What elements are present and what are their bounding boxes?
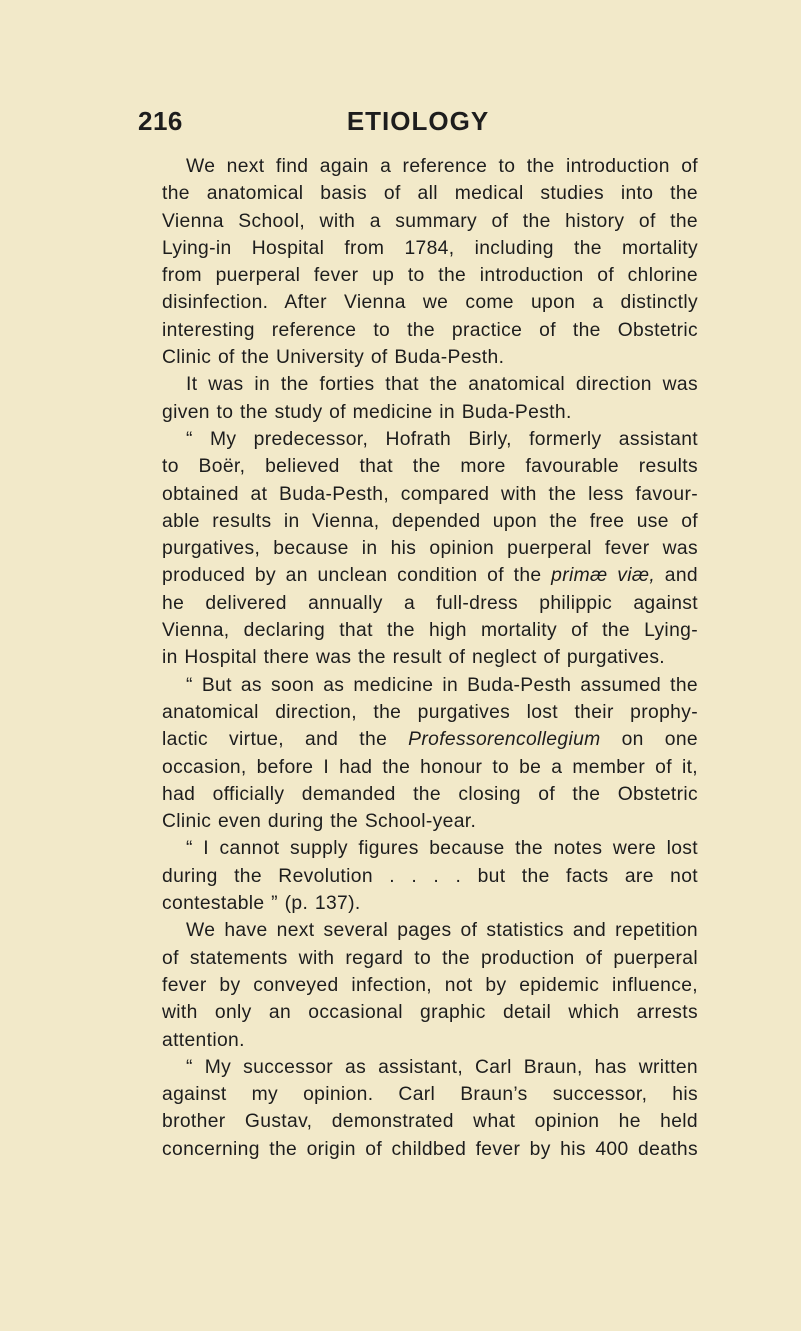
- paragraph: [138, 426, 698, 672]
- text-line: of statements with regard to the production of puerperal: [162, 947, 698, 969]
- text-run: on one: [600, 729, 698, 751]
- text-line: from puerperal fever up to the introduction of chlorine: [162, 265, 698, 287]
- text-line: contestable ” (p. 137).: [162, 893, 361, 915]
- paragraph: [138, 1054, 698, 1163]
- text-line: It was in the forties that the anatomical direction was: [186, 374, 698, 396]
- text-line: attention.: [162, 1029, 245, 1051]
- text-line: interesting reference to the practice of the Obstetric: [162, 319, 698, 341]
- text-line: against my opinion. Carl Braun’s successor, his: [162, 1084, 698, 1106]
- text-line: able results in Vienna, depended upon the free use of: [162, 510, 698, 532]
- text-line: obtained at Buda-Pesth, compared with the less favour-: [162, 483, 698, 505]
- text-line: the anatomical basis of all medical studies into the: [162, 183, 698, 205]
- text-line: during the Revolution . . . . but the facts are not: [162, 865, 698, 887]
- paragraph: [138, 371, 698, 426]
- text-line: had officially demanded the closing of the Obstetric: [162, 783, 698, 805]
- text-line: concerning the origin of childbed fever by his 400 deaths: [162, 1138, 698, 1160]
- text-line: purgatives, because in his opinion puerperal fever was: [162, 538, 698, 560]
- body-text: [138, 153, 698, 1163]
- text-line: anatomical direction, the purgatives lost their prophy-: [162, 701, 698, 723]
- text-run: and: [655, 565, 698, 587]
- text-line: Clinic of the University of Buda-Pesth.: [162, 347, 505, 369]
- text-line: fever by conveyed infection, not by epidemic influence,: [162, 974, 698, 996]
- text-line: “ My predecessor, Hofrath Birly, formerly assistant: [186, 428, 698, 450]
- paragraph: [138, 835, 698, 917]
- text-line: We have next several pages of statistics and repetition: [186, 920, 698, 942]
- text-line: brother Gustav, demonstrated what opinion he held: [162, 1111, 698, 1133]
- text-run: produced by an unclean condition of the: [162, 565, 552, 587]
- text-line: given to the study of medicine in Buda-Pesth.: [162, 401, 572, 423]
- text-line: in Hospital there was the result of neglect of purgatives.: [162, 647, 666, 669]
- paragraph: [138, 917, 698, 1053]
- italic-phrase: Professorencollegium: [408, 729, 601, 751]
- text-line: “ My successor as assistant, Carl Braun, has written: [186, 1056, 698, 1078]
- text-line: to Boër, believed that the more favourable results: [162, 456, 698, 478]
- running-head: ETIOLOGY: [346, 106, 490, 136]
- text-line: occasion, before I had the honour to be a member of it,: [162, 756, 698, 778]
- text-line: disinfection. After Vienna we come upon a distinctly: [162, 292, 698, 314]
- text-line: he delivered annually a full-dress philippic against: [162, 592, 698, 614]
- text-line: with only an occasional graphic detail which arrests: [162, 1002, 698, 1024]
- text-line: Lying-in Hospital from 1784, including the mortality: [162, 237, 698, 259]
- text-line: “ I cannot supply figures because the notes were lost: [186, 838, 698, 860]
- text-line: We next find again a reference to the introduction of: [186, 156, 698, 177]
- text-line: Vienna, declaring that the high mortality of the Lying-: [162, 620, 698, 642]
- page-number: 216: [138, 106, 183, 136]
- text-line: Vienna School, with a summary of the history of the: [162, 210, 698, 232]
- text-line: “ But as soon as medicine in Buda-Pesth assumed the: [186, 674, 698, 696]
- paragraph: [138, 672, 698, 836]
- italic-phrase: primæ viæ,: [551, 565, 656, 587]
- text-run: lactic virtue, and the: [162, 729, 409, 751]
- text-line: Clinic even during the School-year.: [162, 811, 477, 833]
- text-line-with-italic: [138, 726, 698, 753]
- paragraph: [138, 153, 698, 371]
- page-header: [138, 106, 698, 142]
- text-line-with-italic: [138, 562, 698, 589]
